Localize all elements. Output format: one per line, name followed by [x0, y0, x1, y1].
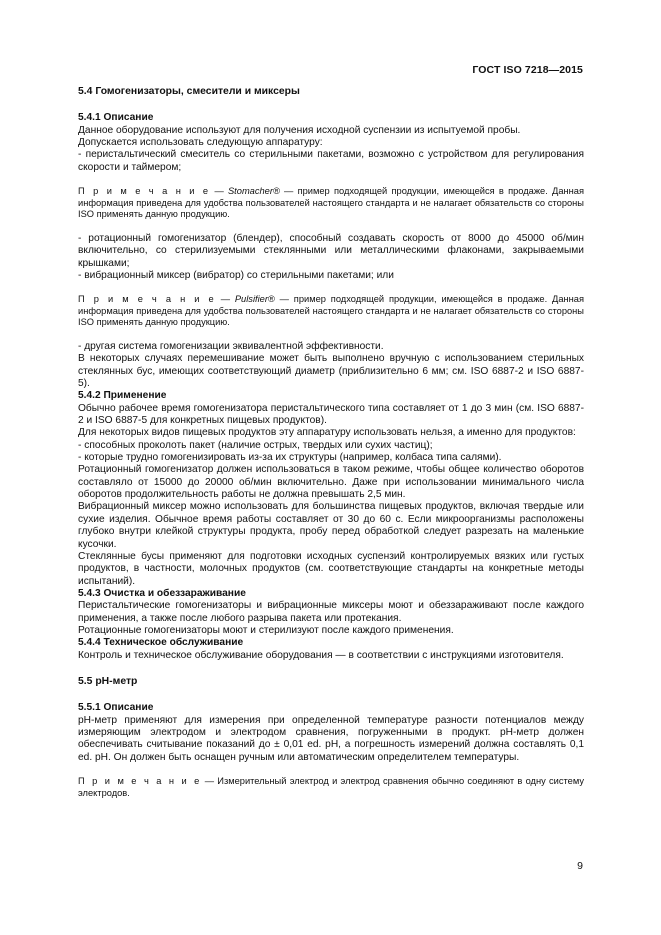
standard-header: ГОСТ ISO 7218—2015	[472, 64, 583, 76]
note-text: — пример подходящей продукции, имеющейся в продаже. Данная информация приведена для удобства пользователей настоящего стандарта и не налагает обязательств со стороны ISO применять данную продукцию.	[78, 186, 584, 220]
paragraph: Для некоторых видов пищевых продуктов эту аппаратуру использовать нельзя, а именно для продуктов:	[78, 427, 576, 439]
brand-name: Pulsifier®	[234, 294, 275, 305]
paragraph: pH-метр применяют для измерения при определенной температуре разности потенциалов между измеряющим электродом и электродом сравнения, погруженными в продукт. pH-метр должен обеспечивать считывание показаний до ± 0,01 ed. pH, а погрешность измерений должна составлять 0,1 ed. pH. Он должен быть оснащен ручным или автоматическим определителем температуры.	[78, 714, 584, 763]
paragraph: Вибрационный миксер можно использовать для большинства пищевых продуктов, включая твердые или сухие изделия. Обычное время работы составляет от 30 до 60 с. Если микроорганизмы расположены глубоко внутри клейкой структуры продукта, пробу перед обработкой следует разрезать на маленькие кусочки.	[78, 501, 584, 550]
paragraph: Данное оборудование используют для получения исходной суспензии из испытуемой пробы.	[78, 124, 521, 136]
list-item: - другая система гомогенизации эквивалентной эффективности.	[78, 341, 384, 352]
note-text: — пример подходящей продукции, имеющейся в продаже. Данная информация приведена для удобства пользователей настоящего стандарта и не налагает обязательств со стороны ISO применять данную продукцию.	[78, 294, 584, 328]
paragraph: Допускается использовать следующую аппаратуру:	[78, 137, 323, 149]
paragraph: Перистальтические гомогенизаторы и вибрационные миксеры моют и обеззараживают после каждого применения, а также после любого разрыва пакета или протекания.	[78, 600, 584, 624]
paragraph: Обычно рабочее время гомогенизатора перистальтического типа составляет от 1 до 3 мин (см. ISO 6887-2 и ISO 6887-5 для конкретных пищевых продуктов).	[78, 402, 584, 427]
paragraph: Стеклянные бусы применяют для подготовки исходных суспензий контролируемых вязких или густых продуктов, в частности, молочных продуктов (см. соответствующие стандарты на конкретные методы испытаний).	[78, 550, 584, 587]
page-number: 9	[577, 860, 583, 872]
section-5-4-title: 5.4 Гомогенизаторы, смесители и миксеры	[78, 86, 300, 97]
section-5-4-4-title: 5.4.4 Техническое обслуживание	[78, 637, 244, 649]
note	[78, 294, 584, 329]
section-5-4-3-title: 5.4.3 Очистка и обеззараживание	[78, 587, 246, 599]
paragraph: Контроль и техническое обслуживание оборудования — в соответствии с инструкциями изготовителя.	[78, 649, 564, 661]
brand-name: Stomacher®	[227, 186, 280, 197]
note-text: — Измерительный электрод и электрод сравнения обычно соединяют в одну систему электродов.	[78, 776, 584, 798]
note-dash: —	[220, 294, 235, 305]
section-5-5-title: 5.5 pH-метр	[78, 675, 138, 687]
note	[78, 186, 584, 221]
section-5-5-1-title: 5.5.1 Описание	[78, 702, 154, 714]
page-content	[78, 86, 584, 799]
note-label: П р и м е ч а н и е	[78, 294, 216, 305]
note	[78, 776, 584, 799]
note-label: П р и м е ч а н и е	[78, 776, 202, 786]
paragraph: Ротационные гомогенизаторы моют и стерилизуют после каждого применения.	[78, 624, 454, 636]
list-item: - перистальтический смеситель со стерильными пакетами, возможно с устройством для регулирования скорости и таймером;	[78, 149, 584, 173]
note-brand: —	[214, 186, 228, 197]
paragraph: В некоторых случаях перемешивание может быть выполнено вручную с использованием стерильных стеклянных бус, имеющих соответствующий диаметр (приблизительно 6 мм; см. ISO 6887-2 и ISO 6887-5).	[78, 353, 584, 390]
list-item: - ротационный гомогенизатор (блендер), способный создавать скорость от 8000 до 45000 об/мин включительно, со стерилизуемыми стеклянными или металлическими флаконами, закрываемыми крышками;	[78, 232, 584, 269]
paragraph: Ротационный гомогенизатор должен использоваться в таком режиме, чтобы общее количество оборотов составляло от 15000 до 20000 об/мин включительно. Даже при использовании минимального числа оборотов продолжительность работы не должна превышать 2,5 мин.	[78, 464, 584, 501]
section-5-4-1-title: 5.4.1 Описание	[78, 112, 154, 124]
section-5-4-2-title: 5.4.2 Применение	[78, 390, 167, 402]
list-item: - способных проколоть пакет (наличие острых, твердых или сухих частиц);	[78, 439, 433, 451]
list-item: - которые трудно гомогенизировать из-за их структуры (например, колбаса типа салями).	[78, 452, 502, 464]
list-item: - вибрационный миксер (вибратор) со стерильными пакетами; или	[78, 269, 394, 281]
note-label: П р и м е ч а н и е	[78, 186, 211, 197]
